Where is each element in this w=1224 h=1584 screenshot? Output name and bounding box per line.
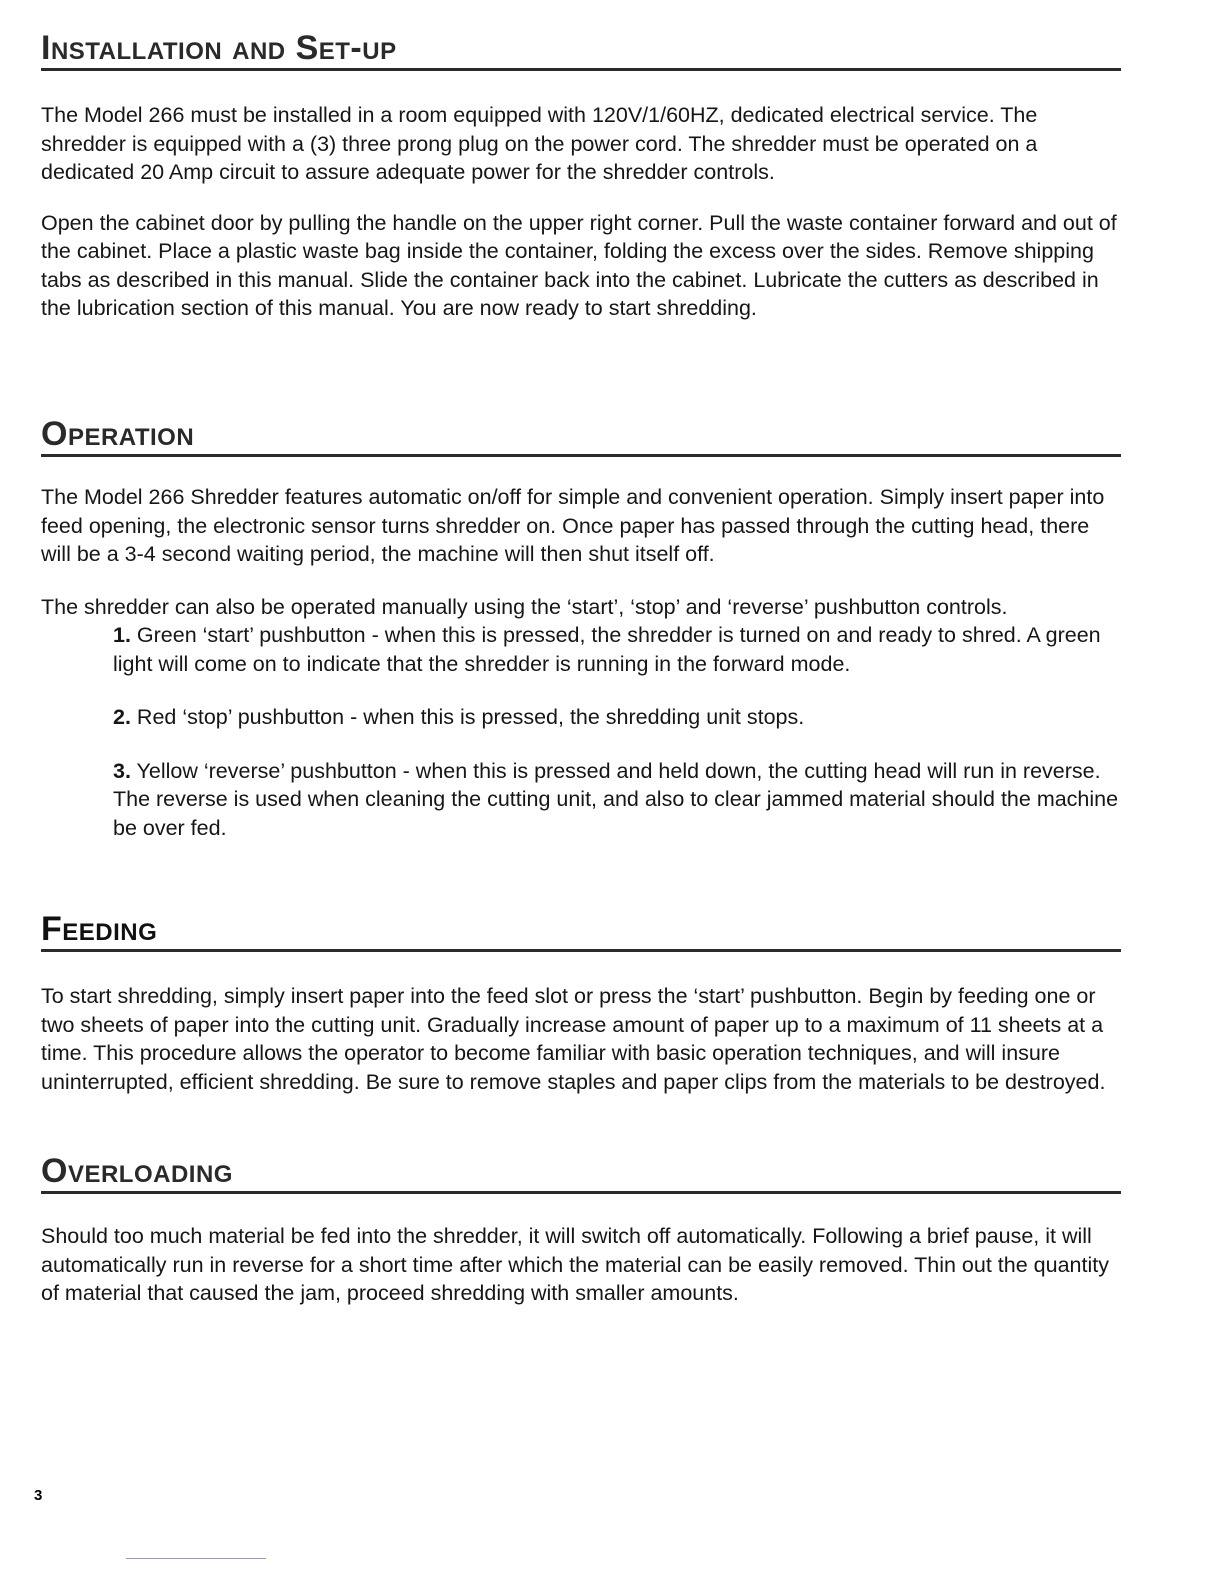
section-overloading (41, 1153, 1121, 1308)
step-number: 3. (113, 758, 131, 783)
overloading-paragraph-1: Should too much material be fed into the shredder, it will switch off automatically. Following a brief pause, it will automatically run in reverse for a short time after which the material can be easily removed. Thin out the quantity of material that caused the jam, proceed shredding with smaller amounts. (41, 1224, 1109, 1305)
section-installation (41, 30, 1121, 323)
section-heading-installation: Installation and Set-up (41, 30, 1121, 71)
step-text: Red ‘stop’ pushbutton - when this is pressed, the shredding unit stops. (136, 705, 805, 729)
section-heading-feeding: Feeding (41, 911, 1121, 952)
installation-paragraph-1: The Model 266 must be installed in a room equipped with 120V/1/60HZ, dedicated electrical service. The shredder is equipped with a (3) three prong plug on the power cord. The shredder must be operated on a dedicated 20 Amp circuit to assure adequate power for the shredder controls. (41, 103, 1038, 184)
operation-step-start (113, 621, 1121, 678)
section-feeding (41, 911, 1121, 1096)
operation-step-reverse (113, 757, 1121, 843)
section-heading-operation: Operation (41, 416, 1121, 457)
installation-paragraph-2: Open the cabinet door by pulling the handle on the upper right corner. Pull the waste container forward and out of the cabinet. Place a plastic waste bag inside the container, folding the excess over the sides. Remove shipping tabs as described in this manual. Slide the container back into the cabinet. Lubricate the cutters as described in the lubrication section of this manual. You are now ready to start shredding. (41, 210, 1117, 320)
footer-divider (126, 1558, 266, 1559)
step-text: Green ‘start’ pushbutton - when this is pressed, the shredder is turned on and ready to shred. A green light will come on to indicate that the shredder is running in the forward mode. (113, 623, 1101, 676)
operation-paragraph-1: The Model 266 Shredder features automatic on/off for simple and convenient operation. Simply insert paper into feed opening, the electronic sensor turns shredder on. Once paper has passed through the cutting head, there will be a 3-4 second waiting period, the machine will then shut itself off. (41, 485, 1105, 566)
operation-step-stop (113, 703, 1121, 732)
section-heading-overloading: Overloading (41, 1153, 1121, 1194)
section-operation (41, 416, 1121, 842)
step-number: 2. (113, 705, 131, 729)
page-number: 3 (34, 1487, 43, 1504)
operation-steps-list (113, 621, 1121, 842)
operation-paragraph-2: The shredder can also be operated manually using the ‘start’, ‘stop’ and ‘reverse’ pushbutton controls. (41, 594, 1008, 619)
step-text: Yellow ‘reverse’ pushbutton - when this is pressed and held down, the cutting head will run in reverse. The reverse is used when cleaning the cutting unit, and also to clear jammed material should the machine be over fed. (113, 758, 1119, 840)
step-number: 1. (113, 623, 131, 647)
feeding-paragraph-1: To start shredding, simply insert paper into the feed slot or press the ‘start’ pushbutton. Begin by feeding one or two sheets of paper into the cutting unit. Gradually increase amount of paper up to a maximum of 11 sheets at a time. This procedure allows the operator to become familiar with basic operation techniques, and will insure uninterrupted, efficient shredding. Be sure to remove staples and paper clips from the materials to be destroyed. (41, 984, 1106, 1094)
